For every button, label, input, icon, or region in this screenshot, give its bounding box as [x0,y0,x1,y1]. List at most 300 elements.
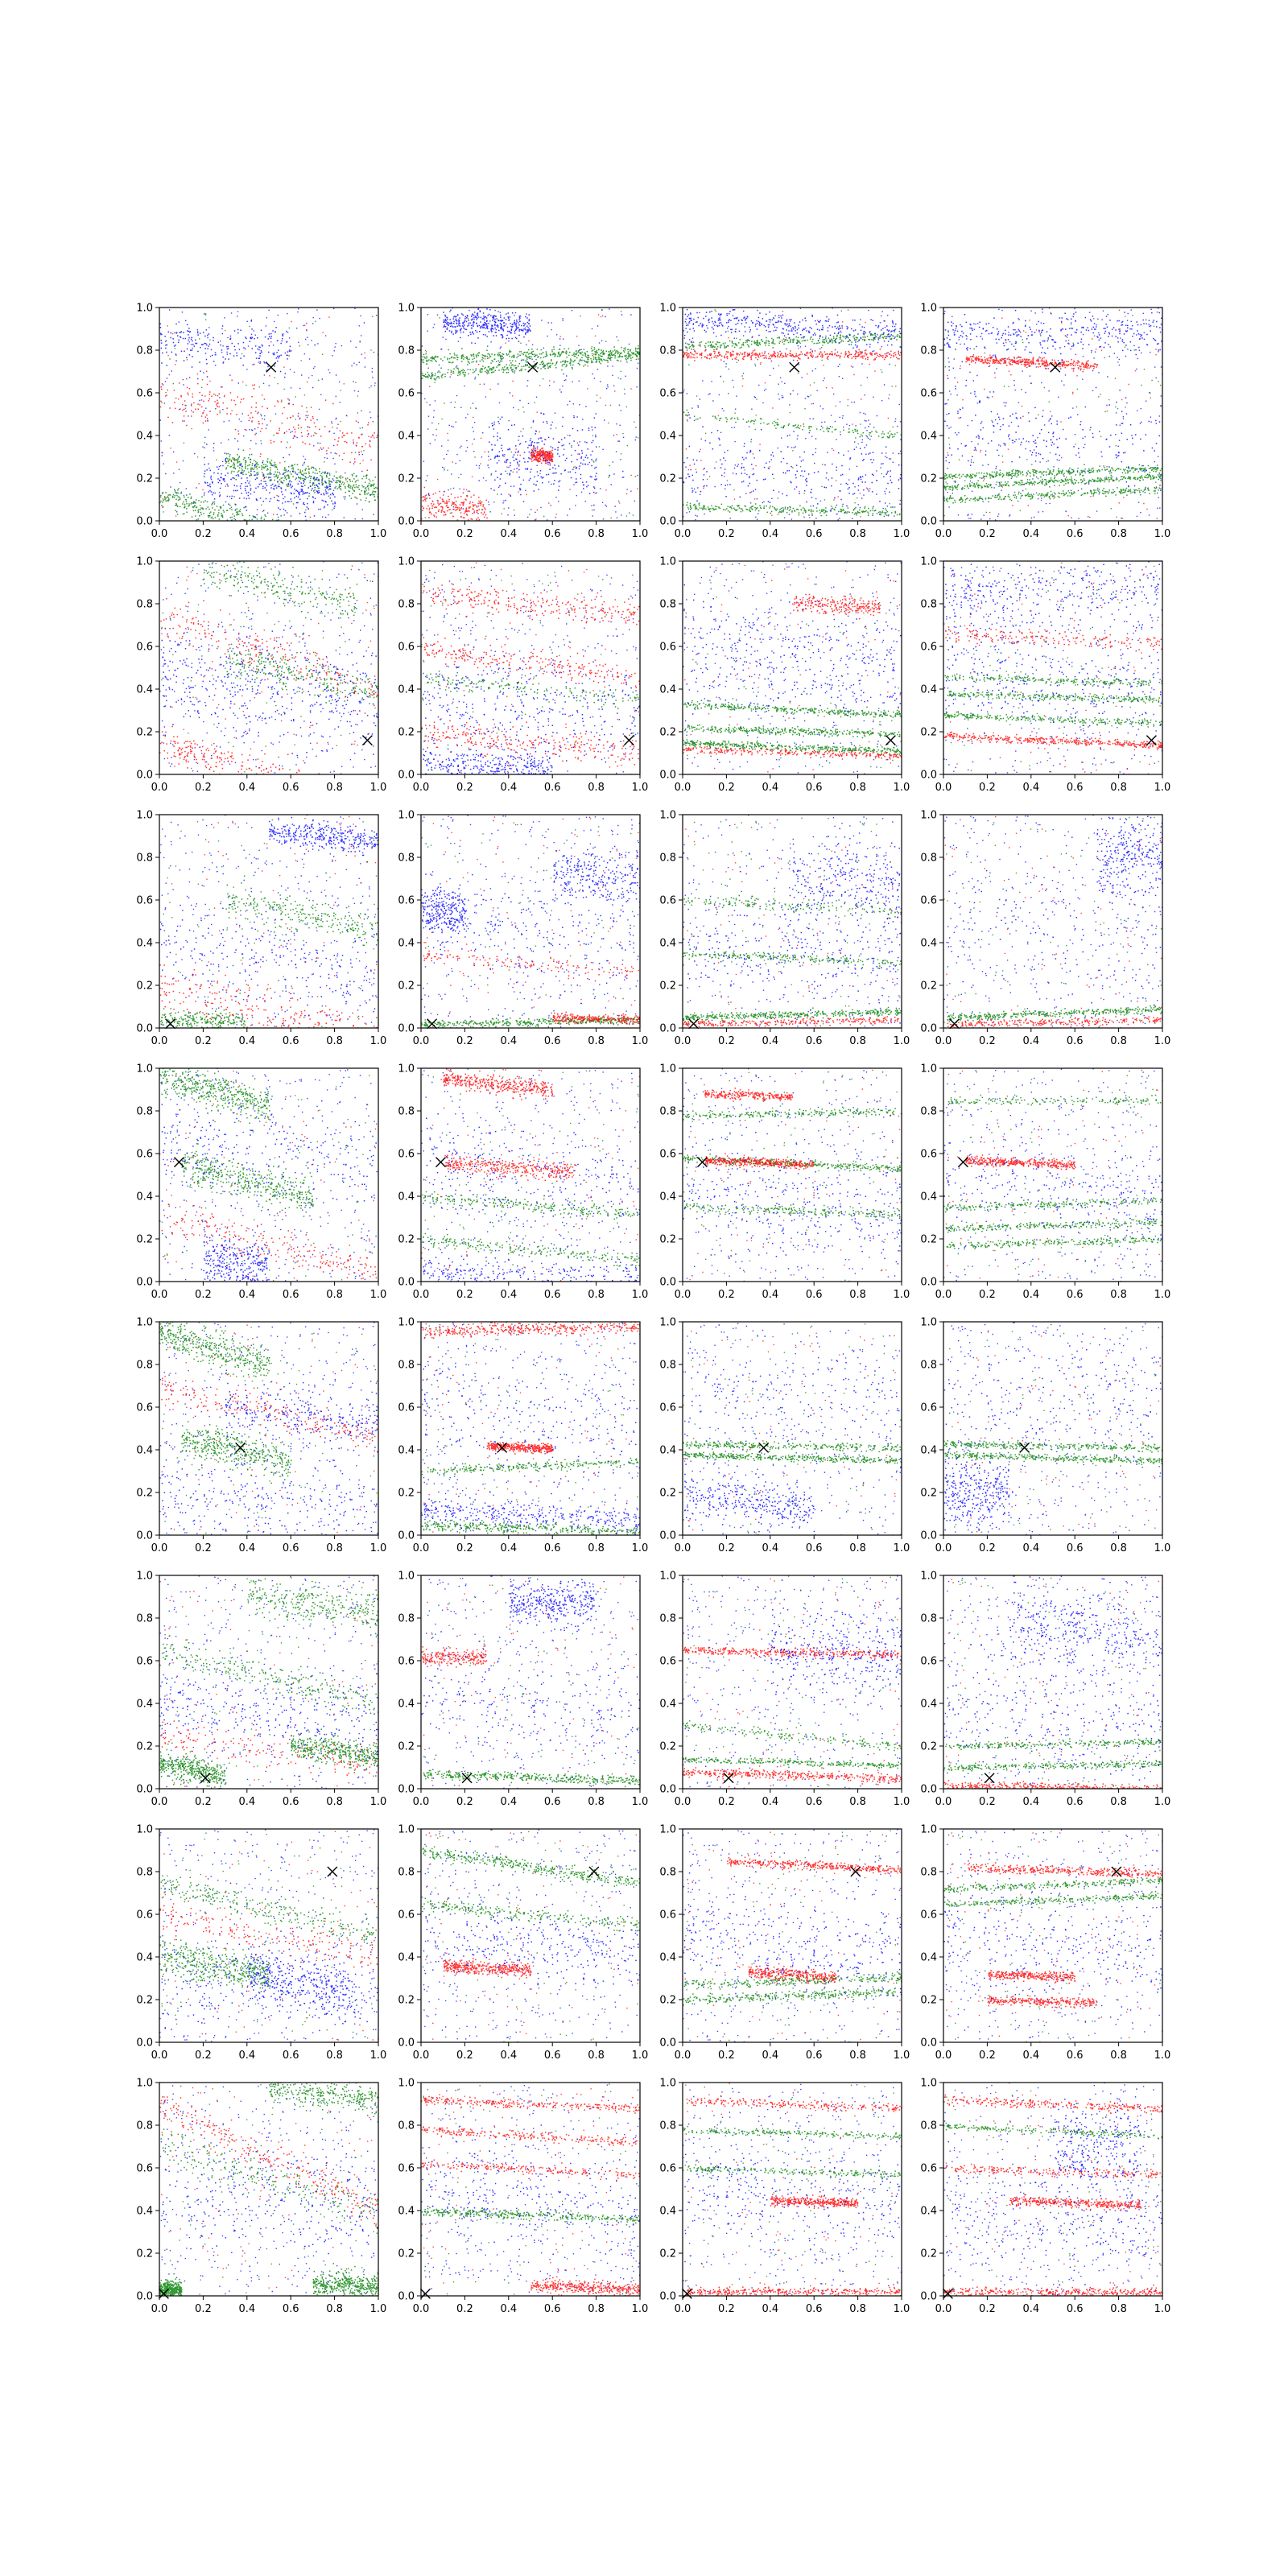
x-tick-label: 0.0 [674,2303,691,2315]
x-tick-label: 0.0 [935,1796,952,1808]
x-tick-label: 0.6 [282,782,299,794]
x-tick-label: 0.8 [588,1289,605,1301]
x-tick-label: 0.2 [718,782,735,794]
y-tick-label: 0.4 [659,1698,676,1711]
y-tick-label: 0.8 [920,1612,937,1625]
y-tick-label: 0.4 [136,1444,153,1457]
y-tick-label: 0.2 [920,2248,937,2260]
x-tick-label: 0.0 [674,1289,691,1301]
x-tick-label: 0.4 [762,1796,779,1808]
y-tick-label: 0.8 [398,345,415,357]
y-tick-label: 1.0 [659,1570,676,1583]
x-tick-label: 0.2 [195,2050,212,2062]
x-tick-label: 0.4 [500,1542,518,1554]
y-tick-label: 0.6 [398,1148,415,1161]
y-tick-label: 0.2 [659,1233,676,1246]
x-tick-label: 1.0 [893,1542,910,1554]
y-tick-label: 1.0 [398,555,415,568]
y-tick-label: 0.2 [136,473,153,485]
y-tick-label: 0.6 [136,894,153,907]
y-tick-label: 0.2 [920,1994,937,2007]
x-tick-label: 1.0 [369,1796,387,1808]
y-tick-label: 0.0 [659,1783,676,1796]
y-tick-label: 1.0 [920,555,937,568]
x-tick-label: 1.0 [631,2050,649,2062]
y-tick-label: 0.4 [136,2205,153,2218]
x-tick-label: 0.2 [979,1035,996,1047]
y-tick-label: 0.2 [659,726,676,739]
x-tick-label: 0.4 [1022,1796,1040,1808]
y-tick-label: 0.2 [659,1740,676,1753]
x-tick-label: 0.4 [500,2303,518,2315]
y-tick-label: 1.0 [920,1570,937,1583]
x-tick-label: 0.4 [762,528,779,540]
y-tick-label: 0.0 [920,1022,937,1035]
x-tick-label: 0.6 [282,1035,299,1047]
y-tick-label: 0.6 [136,1655,153,1668]
y-tick-label: 0.0 [920,769,937,782]
y-tick-label: 0.8 [920,1105,937,1118]
x-tick-label: 0.2 [979,528,996,540]
x-tick-label: 1.0 [631,528,649,540]
x-tick-label: 0.6 [1066,1542,1084,1554]
y-tick-label: 0.6 [398,894,415,907]
x-tick-label: 0.0 [412,1289,430,1301]
x-tick-label: 0.2 [456,1035,473,1047]
y-tick-label: 0.8 [398,1866,415,1879]
x-tick-label: 0.4 [500,1035,518,1047]
x-tick-label: 0.0 [935,782,952,794]
y-tick-label: 0.8 [398,1612,415,1625]
y-tick-label: 0.0 [398,1022,415,1035]
y-tick-label: 1.0 [659,555,676,568]
x-tick-label: 0.8 [849,2050,866,2062]
y-tick-label: 1.0 [398,1316,415,1329]
y-tick-label: 0.6 [920,1148,937,1161]
y-tick-label: 0.0 [398,1530,415,1542]
x-tick-label: 1.0 [1154,1035,1171,1047]
x-tick-label: 0.8 [326,1035,343,1047]
x-tick-label: 0.0 [412,1542,430,1554]
y-tick-label: 0.2 [136,726,153,739]
x-tick-label: 0.2 [456,1796,473,1808]
x-tick-label: 0.6 [1066,2050,1084,2062]
x-tick-label: 0.8 [1110,1289,1127,1301]
y-tick-label: 0.8 [136,1105,153,1118]
y-tick-label: 0.4 [920,1698,937,1711]
y-tick-label: 0.8 [136,1612,153,1625]
x-tick-label: 1.0 [893,1035,910,1047]
x-tick-label: 0.2 [456,782,473,794]
y-tick-label: 0.2 [659,1487,676,1500]
x-tick-label: 1.0 [893,1289,910,1301]
y-tick-label: 0.8 [398,1359,415,1372]
y-tick-label: 0.2 [136,1740,153,1753]
y-tick-label: 0.2 [659,473,676,485]
y-tick-label: 0.6 [659,641,676,654]
x-tick-label: 0.4 [762,1542,779,1554]
y-tick-label: 0.4 [920,2205,937,2218]
x-tick-label: 0.4 [238,1035,256,1047]
x-tick-label: 0.8 [849,1542,866,1554]
y-tick-label: 0.0 [920,1783,937,1796]
y-tick-label: 0.8 [136,1866,153,1879]
x-tick-label: 0.4 [762,1289,779,1301]
y-tick-label: 0.0 [136,2290,153,2303]
y-tick-label: 1.0 [659,1316,676,1329]
x-tick-label: 0.4 [1022,1289,1040,1301]
x-tick-label: 0.6 [805,528,823,540]
y-tick-label: 1.0 [920,1063,937,1075]
x-tick-label: 0.6 [282,1796,299,1808]
y-tick-label: 0.0 [136,1783,153,1796]
x-tick-label: 0.4 [238,1542,256,1554]
x-tick-label: 0.0 [151,1796,168,1808]
y-tick-label: 0.6 [398,1909,415,1922]
y-tick-label: 1.0 [659,809,676,822]
x-tick-label: 0.6 [805,782,823,794]
x-tick-label: 0.0 [151,1035,168,1047]
y-tick-label: 0.6 [920,1655,937,1668]
x-tick-label: 0.4 [1022,1035,1040,1047]
x-tick-label: 0.2 [195,1542,212,1554]
y-tick-label: 0.4 [659,683,676,696]
y-tick-label: 0.8 [659,1359,676,1372]
x-tick-label: 0.8 [326,782,343,794]
y-tick-label: 0.2 [398,473,415,485]
x-tick-label: 0.4 [238,1289,256,1301]
y-tick-label: 1.0 [136,2077,153,2090]
y-tick-label: 0.0 [920,2290,937,2303]
y-tick-label: 0.2 [398,1740,415,1753]
y-tick-label: 0.6 [659,387,676,400]
x-tick-label: 1.0 [369,782,387,794]
x-tick-label: 0.2 [718,2050,735,2062]
y-tick-label: 1.0 [920,1316,937,1329]
x-tick-label: 0.4 [500,782,518,794]
y-tick-label: 0.2 [398,1994,415,2007]
y-tick-label: 0.8 [659,598,676,611]
x-tick-label: 0.0 [412,1796,430,1808]
x-tick-label: 0.0 [412,1035,430,1047]
x-tick-label: 0.6 [282,1542,299,1554]
x-tick-label: 1.0 [631,1289,649,1301]
x-tick-label: 0.8 [849,782,866,794]
y-tick-label: 0.8 [920,598,937,611]
y-tick-label: 0.2 [398,2248,415,2260]
y-tick-label: 0.6 [136,387,153,400]
y-tick-label: 1.0 [136,1063,153,1075]
y-tick-label: 0.2 [920,1233,937,1246]
y-tick-label: 0.0 [659,515,676,528]
x-tick-label: 0.6 [543,1796,561,1808]
x-tick-label: 0.6 [543,2050,561,2062]
x-tick-label: 1.0 [631,1035,649,1047]
x-tick-label: 0.2 [979,1542,996,1554]
x-tick-label: 1.0 [1154,2050,1171,2062]
y-tick-label: 1.0 [136,1316,153,1329]
y-tick-label: 0.4 [920,683,937,696]
y-tick-label: 0.6 [398,1402,415,1414]
y-tick-label: 0.8 [920,1866,937,1879]
x-tick-label: 0.6 [805,1289,823,1301]
y-tick-label: 0.6 [398,2162,415,2175]
y-tick-label: 0.8 [659,1612,676,1625]
x-tick-label: 0.8 [1110,782,1127,794]
y-tick-label: 1.0 [398,809,415,822]
x-tick-label: 0.8 [326,1796,343,1808]
y-tick-label: 0.4 [398,1698,415,1711]
x-tick-label: 0.2 [979,2050,996,2062]
x-tick-label: 0.8 [326,1289,343,1301]
y-tick-label: 0.6 [659,1402,676,1414]
y-tick-label: 0.6 [659,894,676,907]
x-tick-label: 0.0 [935,2303,952,2315]
x-tick-label: 0.8 [849,2303,866,2315]
y-tick-label: 0.8 [659,1866,676,1879]
y-tick-label: 0.8 [136,598,153,611]
y-tick-label: 0.0 [398,2037,415,2050]
x-tick-label: 0.0 [151,528,168,540]
y-tick-label: 0.4 [136,683,153,696]
x-tick-label: 0.2 [456,2303,473,2315]
y-tick-label: 0.2 [659,1994,676,2007]
y-tick-label: 0.2 [659,980,676,993]
x-tick-label: 0.4 [1022,1542,1040,1554]
x-tick-label: 0.6 [805,1796,823,1808]
y-tick-label: 0.8 [398,852,415,865]
y-tick-label: 0.4 [920,430,937,443]
y-tick-label: 0.6 [920,641,937,654]
x-tick-label: 0.0 [412,2050,430,2062]
y-tick-label: 0.0 [398,2290,415,2303]
y-tick-label: 0.0 [398,769,415,782]
y-tick-label: 0.4 [136,430,153,443]
x-tick-label: 0.4 [500,1289,518,1301]
x-tick-label: 0.6 [805,1035,823,1047]
x-tick-label: 0.4 [1022,528,1040,540]
y-tick-label: 0.0 [659,1276,676,1289]
x-tick-label: 0.8 [849,1035,866,1047]
x-tick-label: 0.6 [1066,2303,1084,2315]
x-tick-label: 0.0 [151,1289,168,1301]
x-tick-label: 0.8 [849,1289,866,1301]
x-tick-label: 0.4 [762,2050,779,2062]
x-tick-label: 1.0 [631,2303,649,2315]
y-tick-label: 1.0 [920,809,937,822]
x-tick-label: 0.6 [543,782,561,794]
y-tick-label: 0.4 [398,937,415,950]
x-tick-label: 0.0 [674,1542,691,1554]
x-tick-label: 1.0 [369,1289,387,1301]
x-tick-label: 0.0 [151,782,168,794]
x-tick-label: 0.4 [500,528,518,540]
y-tick-label: 0.2 [136,1994,153,2007]
x-tick-label: 1.0 [1154,528,1171,540]
y-tick-label: 0.6 [659,1148,676,1161]
y-tick-label: 1.0 [398,1823,415,1836]
y-tick-label: 0.0 [920,515,937,528]
y-tick-label: 0.0 [920,1276,937,1289]
y-tick-label: 0.2 [398,1233,415,1246]
x-tick-label: 0.8 [326,2050,343,2062]
x-tick-label: 0.4 [1022,782,1040,794]
x-tick-label: 1.0 [369,2050,387,2062]
y-tick-label: 0.4 [136,1951,153,1964]
x-tick-label: 0.2 [718,1542,735,1554]
x-tick-label: 0.6 [543,1542,561,1554]
x-tick-label: 0.8 [1110,1796,1127,1808]
y-tick-label: 0.0 [659,1022,676,1035]
y-tick-label: 0.4 [920,1444,937,1457]
x-tick-label: 1.0 [1154,2303,1171,2315]
y-tick-label: 0.4 [920,1951,937,1964]
x-tick-label: 0.0 [674,1796,691,1808]
y-tick-label: 1.0 [920,2077,937,2090]
x-tick-label: 0.2 [456,1289,473,1301]
x-tick-label: 0.0 [674,1035,691,1047]
y-tick-label: 0.8 [398,1105,415,1118]
x-tick-label: 0.0 [935,1542,952,1554]
x-tick-label: 1.0 [1154,1542,1171,1554]
x-tick-label: 0.0 [935,528,952,540]
x-tick-label: 1.0 [893,2050,910,2062]
y-tick-label: 0.6 [398,387,415,400]
x-tick-label: 0.2 [195,1035,212,1047]
y-tick-label: 0.2 [920,1740,937,1753]
y-tick-label: 1.0 [659,1823,676,1836]
y-tick-label: 1.0 [136,1570,153,1583]
x-tick-label: 0.8 [326,1542,343,1554]
x-tick-label: 0.0 [412,528,430,540]
x-tick-label: 1.0 [369,1035,387,1047]
x-tick-label: 0.2 [718,1035,735,1047]
y-tick-label: 0.6 [659,2162,676,2175]
y-tick-label: 0.6 [920,1402,937,1414]
x-tick-label: 0.4 [238,1796,256,1808]
x-tick-label: 0.0 [151,2050,168,2062]
y-tick-label: 1.0 [136,555,153,568]
y-tick-label: 0.0 [659,769,676,782]
y-tick-label: 0.2 [136,1487,153,1500]
y-tick-label: 1.0 [920,302,937,315]
x-tick-label: 1.0 [1154,1796,1171,1808]
y-tick-label: 0.2 [920,473,937,485]
x-tick-label: 0.0 [412,782,430,794]
x-tick-label: 0.0 [151,1542,168,1554]
x-tick-label: 0.8 [588,1542,605,1554]
x-tick-label: 0.0 [935,1035,952,1047]
y-tick-label: 0.6 [398,1655,415,1668]
y-tick-label: 0.4 [398,683,415,696]
y-tick-label: 0.0 [659,2037,676,2050]
x-tick-label: 0.4 [1022,2050,1040,2062]
y-tick-label: 0.8 [920,852,937,865]
y-tick-label: 0.8 [920,1359,937,1372]
x-tick-label: 0.8 [588,528,605,540]
y-tick-label: 0.8 [136,852,153,865]
x-tick-label: 0.4 [762,1035,779,1047]
x-tick-label: 0.2 [979,1289,996,1301]
x-tick-label: 0.2 [979,2303,996,2315]
x-tick-label: 0.8 [849,528,866,540]
y-tick-label: 0.4 [398,430,415,443]
y-tick-label: 0.8 [659,345,676,357]
y-tick-label: 0.4 [659,2205,676,2218]
y-tick-label: 0.4 [136,937,153,950]
y-tick-label: 0.4 [920,937,937,950]
y-tick-label: 0.2 [136,980,153,993]
x-tick-label: 0.2 [195,2303,212,2315]
x-tick-label: 0.4 [238,782,256,794]
y-tick-label: 0.6 [398,641,415,654]
y-tick-label: 0.0 [136,1022,153,1035]
y-tick-label: 0.4 [398,1951,415,1964]
x-tick-label: 0.4 [238,528,256,540]
x-tick-label: 0.8 [326,2303,343,2315]
x-tick-label: 0.0 [412,2303,430,2315]
x-tick-label: 0.0 [674,782,691,794]
y-tick-label: 0.6 [920,894,937,907]
y-tick-label: 0.0 [659,1530,676,1542]
x-tick-label: 0.6 [805,2050,823,2062]
x-tick-label: 0.2 [718,1289,735,1301]
y-tick-label: 1.0 [398,302,415,315]
y-tick-label: 0.6 [659,1909,676,1922]
x-tick-label: 0.4 [500,1796,518,1808]
y-tick-label: 0.2 [398,980,415,993]
x-tick-label: 1.0 [631,1796,649,1808]
y-tick-label: 0.6 [659,1655,676,1668]
x-tick-label: 0.8 [1110,2303,1127,2315]
y-tick-label: 0.4 [659,1951,676,1964]
x-tick-label: 0.0 [674,2050,691,2062]
y-tick-label: 0.0 [136,1276,153,1289]
x-tick-label: 0.6 [543,528,561,540]
x-tick-label: 0.2 [718,2303,735,2315]
x-tick-label: 1.0 [369,1542,387,1554]
y-tick-label: 0.4 [659,1444,676,1457]
x-tick-label: 0.4 [500,2050,518,2062]
x-tick-label: 0.4 [762,2303,779,2315]
x-tick-label: 1.0 [369,2303,387,2315]
x-tick-label: 0.8 [588,782,605,794]
x-tick-label: 0.6 [543,2303,561,2315]
y-tick-label: 0.4 [398,2205,415,2218]
x-tick-label: 0.4 [762,782,779,794]
x-tick-label: 0.2 [195,528,212,540]
y-tick-label: 0.2 [398,1487,415,1500]
x-tick-label: 0.8 [1110,1035,1127,1047]
y-tick-label: 0.8 [920,345,937,357]
x-tick-label: 1.0 [893,2303,910,2315]
x-tick-label: 0.0 [935,1289,952,1301]
x-tick-label: 1.0 [369,528,387,540]
y-tick-label: 0.6 [920,387,937,400]
y-tick-label: 0.8 [398,2120,415,2132]
x-tick-label: 1.0 [1154,1289,1171,1301]
y-tick-label: 0.0 [398,515,415,528]
y-tick-label: 1.0 [136,809,153,822]
y-tick-label: 0.0 [398,1783,415,1796]
y-tick-label: 0.0 [136,515,153,528]
x-tick-label: 1.0 [893,1796,910,1808]
x-tick-label: 0.6 [1066,782,1084,794]
y-tick-label: 0.8 [659,852,676,865]
y-tick-label: 1.0 [398,2077,415,2090]
x-tick-label: 0.2 [456,2050,473,2062]
x-tick-label: 1.0 [631,1542,649,1554]
